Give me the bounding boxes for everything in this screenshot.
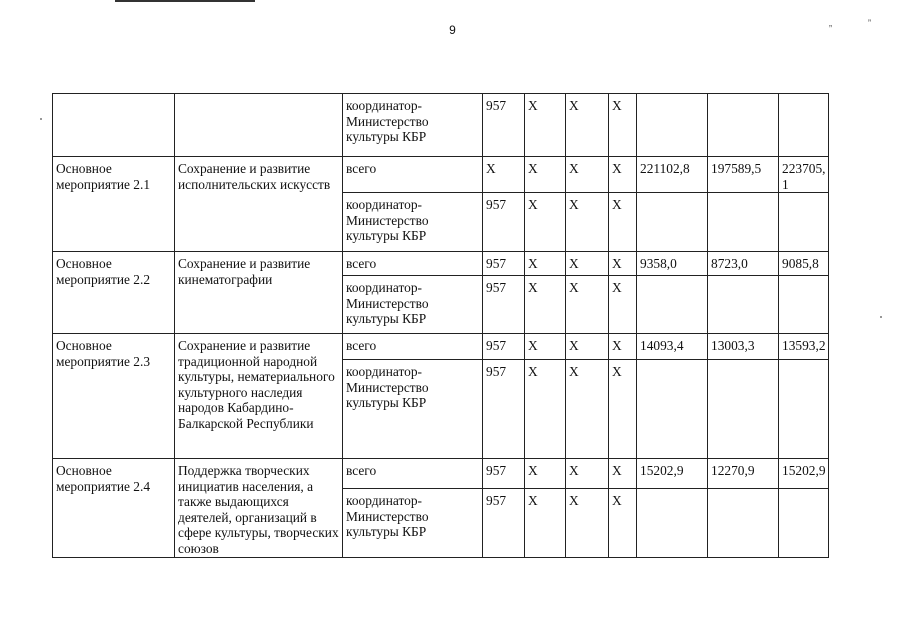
amount-cell: 15202,9 [637, 459, 708, 489]
table-row [53, 252, 829, 276]
executor-cell: координатор-Министерство культуры КБР [343, 94, 483, 157]
code-cell: Х [566, 334, 609, 360]
table-row [53, 459, 829, 489]
code-cell: Х [609, 334, 637, 360]
executor-cell: всего [343, 252, 483, 276]
code-cell: Х [525, 334, 566, 360]
amount-cell [708, 360, 779, 459]
amount-cell [637, 94, 708, 157]
code-cell: 957 [483, 252, 525, 276]
code-cell: Х [609, 252, 637, 276]
amount-cell [779, 193, 829, 252]
code-cell: Х [566, 459, 609, 489]
code-cell: Х [609, 193, 637, 252]
amount-cell [708, 489, 779, 558]
code-cell: Х [609, 157, 637, 193]
amount-cell: 223705,1 [779, 157, 829, 193]
code-cell: Х [609, 276, 637, 334]
amount-cell: 15202,9 [779, 459, 829, 489]
amount-cell: 221102,8 [637, 157, 708, 193]
code-cell: Х [566, 276, 609, 334]
code-cell: Х [483, 157, 525, 193]
code-cell: Х [525, 157, 566, 193]
code-cell: Х [525, 252, 566, 276]
amount-cell [779, 276, 829, 334]
code-cell: Х [609, 360, 637, 459]
executor-cell: координатор-Министерство культуры КБР [343, 360, 483, 459]
table-row [53, 94, 829, 157]
measure-title-cell [175, 94, 343, 157]
amount-cell [708, 94, 779, 157]
code-cell: 957 [483, 334, 525, 360]
code-cell: Х [525, 94, 566, 157]
amount-cell [779, 489, 829, 558]
code-cell: Х [566, 193, 609, 252]
code-cell: Х [609, 94, 637, 157]
amount-cell: 9358,0 [637, 252, 708, 276]
executor-cell: координатор-Министерство культуры КБР [343, 276, 483, 334]
executor-cell: всего [343, 459, 483, 489]
code-cell: Х [609, 459, 637, 489]
code-cell: 957 [483, 94, 525, 157]
code-cell: Х [566, 252, 609, 276]
code-cell: Х [566, 94, 609, 157]
amount-cell [708, 193, 779, 252]
measure-name-cell: Основное мероприятие 2.4 [53, 459, 175, 558]
amount-cell [637, 489, 708, 558]
code-cell: Х [525, 459, 566, 489]
code-cell: Х [566, 157, 609, 193]
code-cell: 957 [483, 193, 525, 252]
amount-cell [637, 360, 708, 459]
amount-cell: 8723,0 [708, 252, 779, 276]
table-row [53, 157, 829, 193]
corner-mark: ” [868, 18, 871, 28]
table-row [53, 334, 829, 360]
code-cell: Х [525, 193, 566, 252]
code-cell: Х [525, 489, 566, 558]
code-cell: Х [609, 489, 637, 558]
measure-name-cell [53, 94, 175, 157]
top-rule [115, 0, 255, 2]
executor-cell: координатор-Министерство культуры КБР [343, 489, 483, 558]
measure-name-cell: Основное мероприятие 2.1 [53, 157, 175, 252]
amount-cell [779, 94, 829, 157]
budget-table [52, 93, 829, 558]
code-cell: 957 [483, 276, 525, 334]
executor-cell: координатор-Министерство культуры КБР [343, 193, 483, 252]
executor-cell: всего [343, 157, 483, 193]
measure-title-cell: Сохранение и развитие исполнительских искусств [175, 157, 343, 252]
amount-cell: 9085,8 [779, 252, 829, 276]
amount-cell [637, 276, 708, 334]
page-number: 9 [449, 23, 456, 37]
measure-title-cell: Сохранение и развитие кинематографии [175, 252, 343, 334]
code-cell: Х [566, 360, 609, 459]
amount-cell: 197589,5 [708, 157, 779, 193]
code-cell: Х [525, 360, 566, 459]
code-cell: Х [525, 276, 566, 334]
amount-cell [637, 193, 708, 252]
measure-title-cell: Сохранение и развитие традиционной народной культуры, нематериального культурного наследия народов Кабардино-Балкарской Республики [175, 334, 343, 459]
amount-cell: 14093,4 [637, 334, 708, 360]
code-cell: Х [566, 489, 609, 558]
scan-speck [880, 316, 882, 318]
amount-cell [708, 276, 779, 334]
measure-title-cell: Поддержка творческих инициатив населения, а также выдающихся деятелей, организаций в сфере культуры, творческих союзов [175, 459, 343, 558]
code-cell: 957 [483, 360, 525, 459]
corner-mark: „ [829, 18, 832, 28]
amount-cell: 13593,2 [779, 334, 829, 360]
code-cell: 957 [483, 459, 525, 489]
amount-cell [779, 360, 829, 459]
scan-speck [40, 118, 42, 120]
amount-cell: 13003,3 [708, 334, 779, 360]
measure-name-cell: Основное мероприятие 2.2 [53, 252, 175, 334]
executor-cell: всего [343, 334, 483, 360]
amount-cell: 12270,9 [708, 459, 779, 489]
code-cell: 957 [483, 489, 525, 558]
measure-name-cell: Основное мероприятие 2.3 [53, 334, 175, 459]
